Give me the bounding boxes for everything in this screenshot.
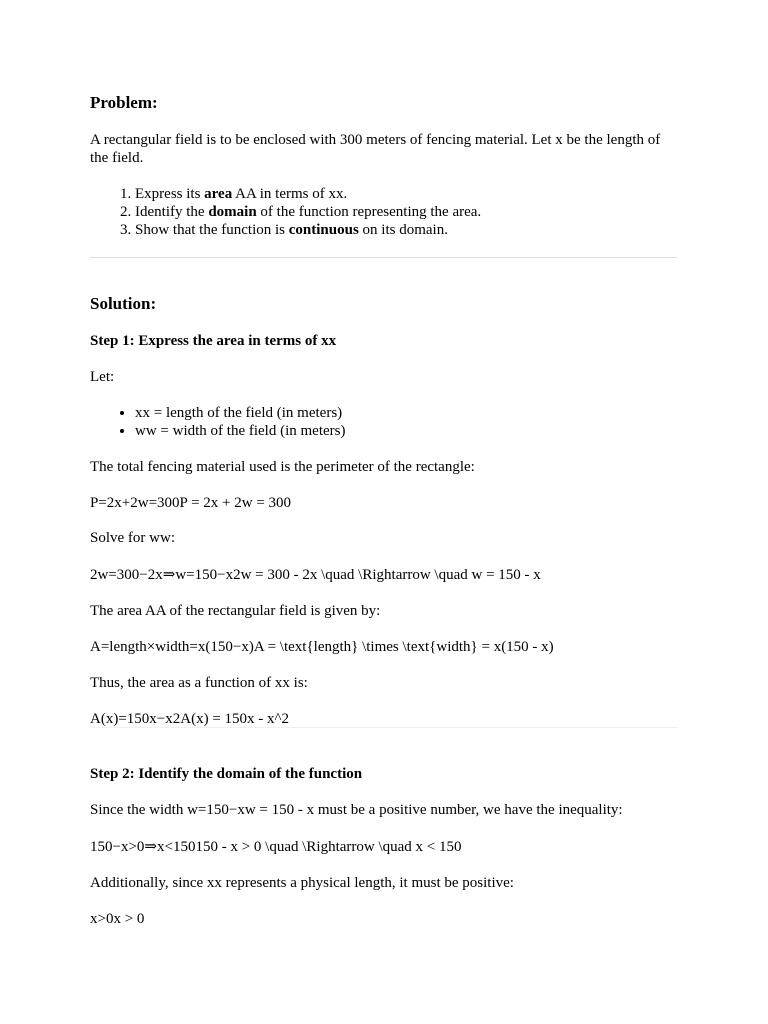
list-item: • xx = length of the field (in meters): [135, 404, 346, 422]
step1-heading: Step 1: Express the area in terms of xx: [90, 333, 337, 349]
perimeter-equation: P=2x+2w=300P = 2x + 2w = 300: [90, 495, 292, 511]
task-item: [135, 221, 481, 239]
task-text: Show that the function is: [135, 222, 289, 238]
task-item: [135, 185, 481, 203]
additional-text: Additionally, since xx represents a physical length, it must be positive:: [90, 875, 514, 891]
positive-equation: x>0x > 0: [90, 911, 145, 927]
task-text: Express its: [135, 186, 205, 202]
section-divider: [90, 257, 677, 258]
task-text: on its domain.: [358, 222, 448, 238]
task-keyword: continuous: [288, 222, 359, 238]
area-equation: A=length×width=x(150−x)A = \text{length} \times \text{width} = x(150 - x): [90, 639, 554, 655]
task-text: Identify the: [135, 204, 209, 220]
list-item: • ww = width of the field (in meters): [135, 422, 346, 440]
task-keyword: area: [204, 186, 233, 202]
task-keyword: domain: [208, 204, 257, 220]
task-text: AA in terms of xx.: [232, 186, 348, 202]
thus-text: Thus, the area as a function of xx is:: [90, 675, 308, 691]
let-label: Let:: [90, 369, 115, 385]
problem-task-list: [90, 185, 481, 239]
width-positive-text: Since the width w=150−xw = 150 - x must be a positive number, we have the inequality:: [90, 802, 623, 818]
perimeter-text: The total fencing material used is the perimeter of the rectangle:: [90, 459, 475, 475]
inequality-equation: 150−x>0⇒x<150150 - x > 0 \quad \Rightarrow \quad x < 150: [90, 839, 462, 855]
step2-heading: Step 2: Identify the domain of the function: [90, 766, 363, 782]
solution-heading: Solution:: [90, 294, 157, 313]
solve-text: Solve for ww:: [90, 530, 175, 546]
task-text: of the function representing the area.: [256, 204, 482, 220]
solve-equation: 2w=300−2x⇒w=150−x2w = 300 - 2x \quad \Rightarrow \quad w = 150 - x: [90, 567, 541, 583]
step-divider: [90, 727, 677, 728]
problem-heading: Problem:: [90, 93, 158, 112]
area-text: The area AA of the rectangular field is given by:: [90, 603, 381, 619]
final-area-equation: A(x)=150x−x2A(x) = 150x - x^2: [90, 711, 290, 727]
variable-list: [90, 404, 346, 440]
problem-intro: A rectangular field is to be enclosed with 300 meters of fencing material. Let x be the length of the field.: [90, 132, 661, 166]
task-item: [135, 203, 481, 221]
